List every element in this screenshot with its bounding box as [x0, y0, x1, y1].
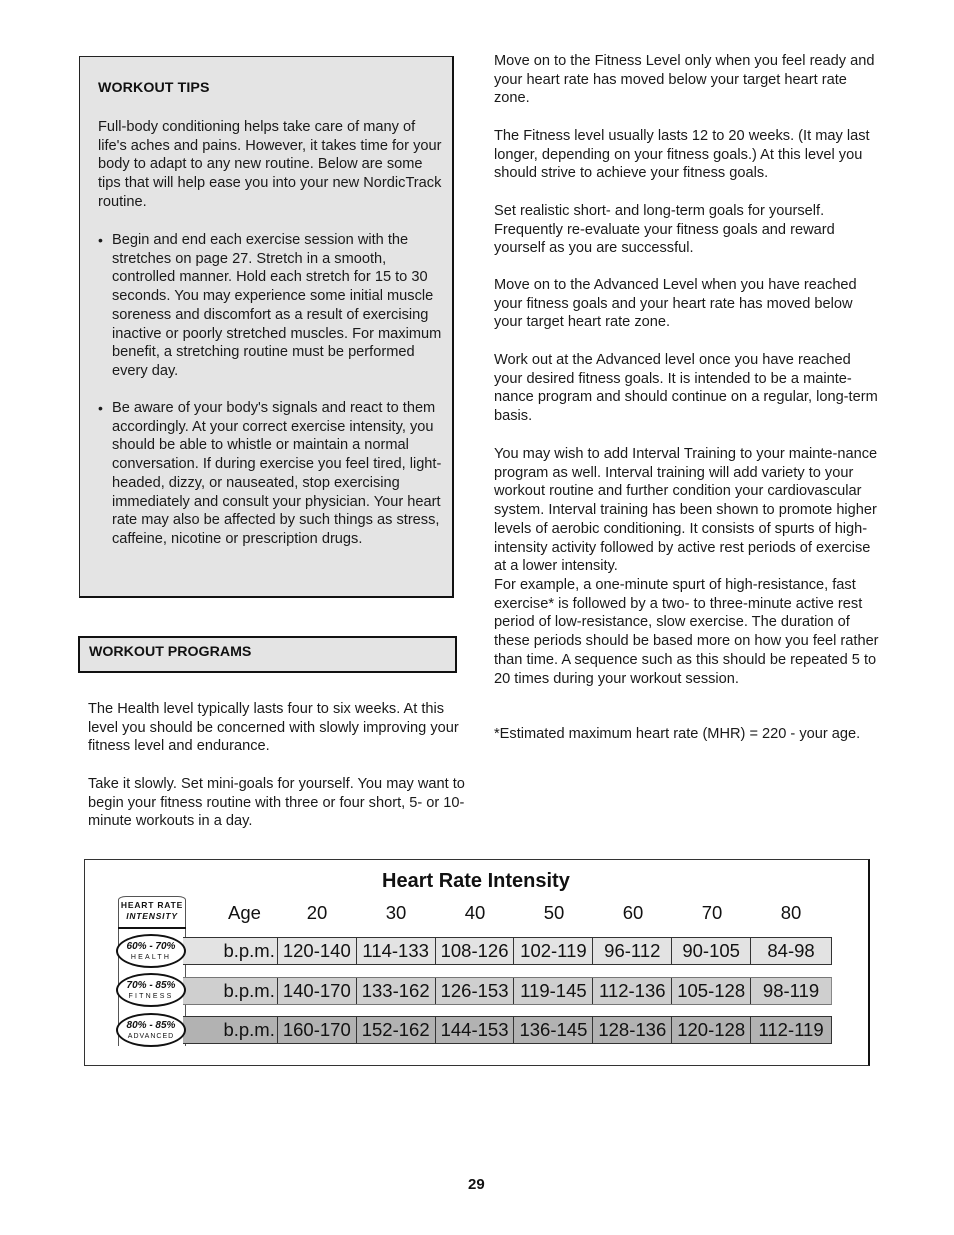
zone-badge-health — [116, 934, 186, 968]
table-row-fitness — [183, 977, 832, 1005]
mhr-footnote: *Estimated maximum heart rate (MHR) = 220 - your age. — [494, 726, 861, 742]
zone-percent: 80% - 85% — [126, 1020, 176, 1031]
table-cell: 140-170 — [277, 978, 356, 1004]
bpm-label: b.p.m. — [223, 1019, 275, 1040]
badge-divider — [118, 927, 186, 929]
interval-example-paragraph: For example, a one-minute spurt of high-resistance, fast exercise* is followed by a two- to three-minute active rest period of low-resistance, slow exercise. The duration of these periods should be based more on how you feel rather than time. A sequence such as this should be repeated 5 to 20 times during your workout session. — [494, 577, 879, 687]
badge-line1: HEART RATE — [120, 900, 184, 910]
table-cell: 102-119 — [513, 938, 592, 964]
table-cell: 108-126 — [435, 938, 514, 964]
table-cell: 114-133 — [356, 938, 435, 964]
table-cell: 119-145 — [513, 978, 592, 1004]
goals-paragraph: Set realistic short- and long-term goals for yourself. Frequently re-evaluate your fitness goals and reward yourself as you are successful. — [494, 203, 835, 257]
table-cell: 126-153 — [435, 978, 514, 1004]
table-cell: 96-112 — [592, 938, 671, 964]
zone-name: ADVANCED — [127, 1033, 175, 1040]
age-header-30: 30 — [385, 902, 407, 923]
zone-name: HEALTH — [130, 954, 172, 961]
table-cell: 90-105 — [671, 938, 750, 964]
age-label: Age — [228, 902, 261, 923]
zone-badge-fitness — [116, 973, 186, 1007]
heart-rate-intensity-badge — [118, 900, 186, 922]
take-it-slowly-paragraph: Take it slowly. Set mini-goals for yourself. You may want to begin your fitness routine with three or four short, 5- or 10-minute workouts in a day. — [88, 776, 465, 830]
age-header-70: 70 — [701, 902, 723, 923]
bpm-label: b.p.m. — [223, 940, 275, 961]
workout-tips-intro: Full-body conditioning helps take care of many of life's aches and pains. However, it takes time for your body to adapt to any new routine. Below are some tips that will help ease you into your new NordicTrack routine. — [98, 119, 442, 210]
table-cell: 128-136 — [592, 1017, 671, 1043]
age-header-40: 40 — [464, 902, 486, 923]
fitness-level-duration-paragraph: The Fitness level usually lasts 12 to 20 weeks. (It may last longer, depending on your fitness goals.) At this level you should strive to achieve your fitness goals. — [494, 128, 870, 182]
age-header-20: 20 — [306, 902, 328, 923]
table-cell: 152-162 — [356, 1017, 435, 1043]
advanced-level-paragraph: Work out at the Advanced level once you have reached your desired fitness goals. It is intended to be a mainte-nance program and should continue on a regular, long-term basis. — [494, 352, 878, 425]
page-number: 29 — [468, 1176, 485, 1193]
table-row-health — [183, 937, 832, 965]
bullet-marker: • — [98, 400, 103, 416]
table-cell: 160-170 — [277, 1017, 356, 1043]
bpm-label: b.p.m. — [223, 980, 275, 1001]
health-level-paragraph: The Health level typically lasts four to six weeks. At this level you should be concerned with slowly improving your fitness level and endurance. — [88, 701, 459, 755]
zone-percent: 70% - 85% — [126, 980, 176, 991]
tip-text: Begin and end each exercise session with the stretches on page 27. Stretch in a smooth, controlled manner. Hold each stretch for 15 to 30 seconds. You may experience some initial muscle soreness and discomfort as a result of exercising inactive or poorly stretched muscles. For maximum benefit, a stretching routine must be performed every day. — [112, 232, 442, 379]
table-cell: 112-119 — [750, 1017, 831, 1043]
workout-tips-title: WORKOUT TIPS — [98, 80, 210, 96]
table-cell: 84-98 — [750, 938, 831, 964]
table-cell: 120-128 — [671, 1017, 750, 1043]
workout-programs-title: WORKOUT PROGRAMS — [89, 644, 252, 660]
table-cell: 105-128 — [671, 978, 750, 1004]
age-header-50: 50 — [543, 902, 565, 923]
table-cell: 112-136 — [592, 978, 671, 1004]
badge-line2: INTENSITY — [126, 911, 178, 921]
zone-badge-advanced — [116, 1013, 186, 1047]
advanced-level-move-paragraph: Move on to the Advanced Level when you have reached your fitness goals and your heart rate has moved below your target heart rate zone. — [494, 277, 857, 331]
table-row-advanced — [183, 1016, 832, 1044]
table-cell: 133-162 — [356, 978, 435, 1004]
zone-name: FITNESS — [128, 993, 174, 1000]
table-cell: 136-145 — [513, 1017, 592, 1043]
age-header-60: 60 — [622, 902, 644, 923]
table-cell: 98-119 — [750, 978, 831, 1004]
table-cell: 144-153 — [435, 1017, 514, 1043]
fitness-level-move-paragraph: Move on to the Fitness Level only when you feel ready and your heart rate has moved below your target heart rate zone. — [494, 53, 875, 107]
zone-percent: 60% - 70% — [126, 941, 176, 952]
tip-text: Be aware of your body's signals and react to them accordingly. At your correct exercise intensity, you should be able to whistle or maintain a normal conversation. If during exercise you feel tired, light-headed, dizzy, or nauseated, stop exercising immediately and consult your physician. Your heart rate may also be affected by such things as stress, caffeine, nicotine or prescription drugs. — [112, 400, 442, 547]
age-header-80: 80 — [780, 902, 802, 923]
table-cell: 120-140 — [277, 938, 356, 964]
interval-training-paragraph: You may wish to add Interval Training to your mainte-nance program as well. Interval training will add variety to your workout routine and further condition your cardiovascular system. Interval training has been shown to promote higher levels of aerobic conditioning. It consists of spurts of high-intensity activity followed by active rest periods of exercise at a lower intensity. — [494, 446, 878, 575]
chart-title: Heart Rate Intensity — [382, 870, 570, 892]
bullet-marker: • — [98, 232, 103, 248]
